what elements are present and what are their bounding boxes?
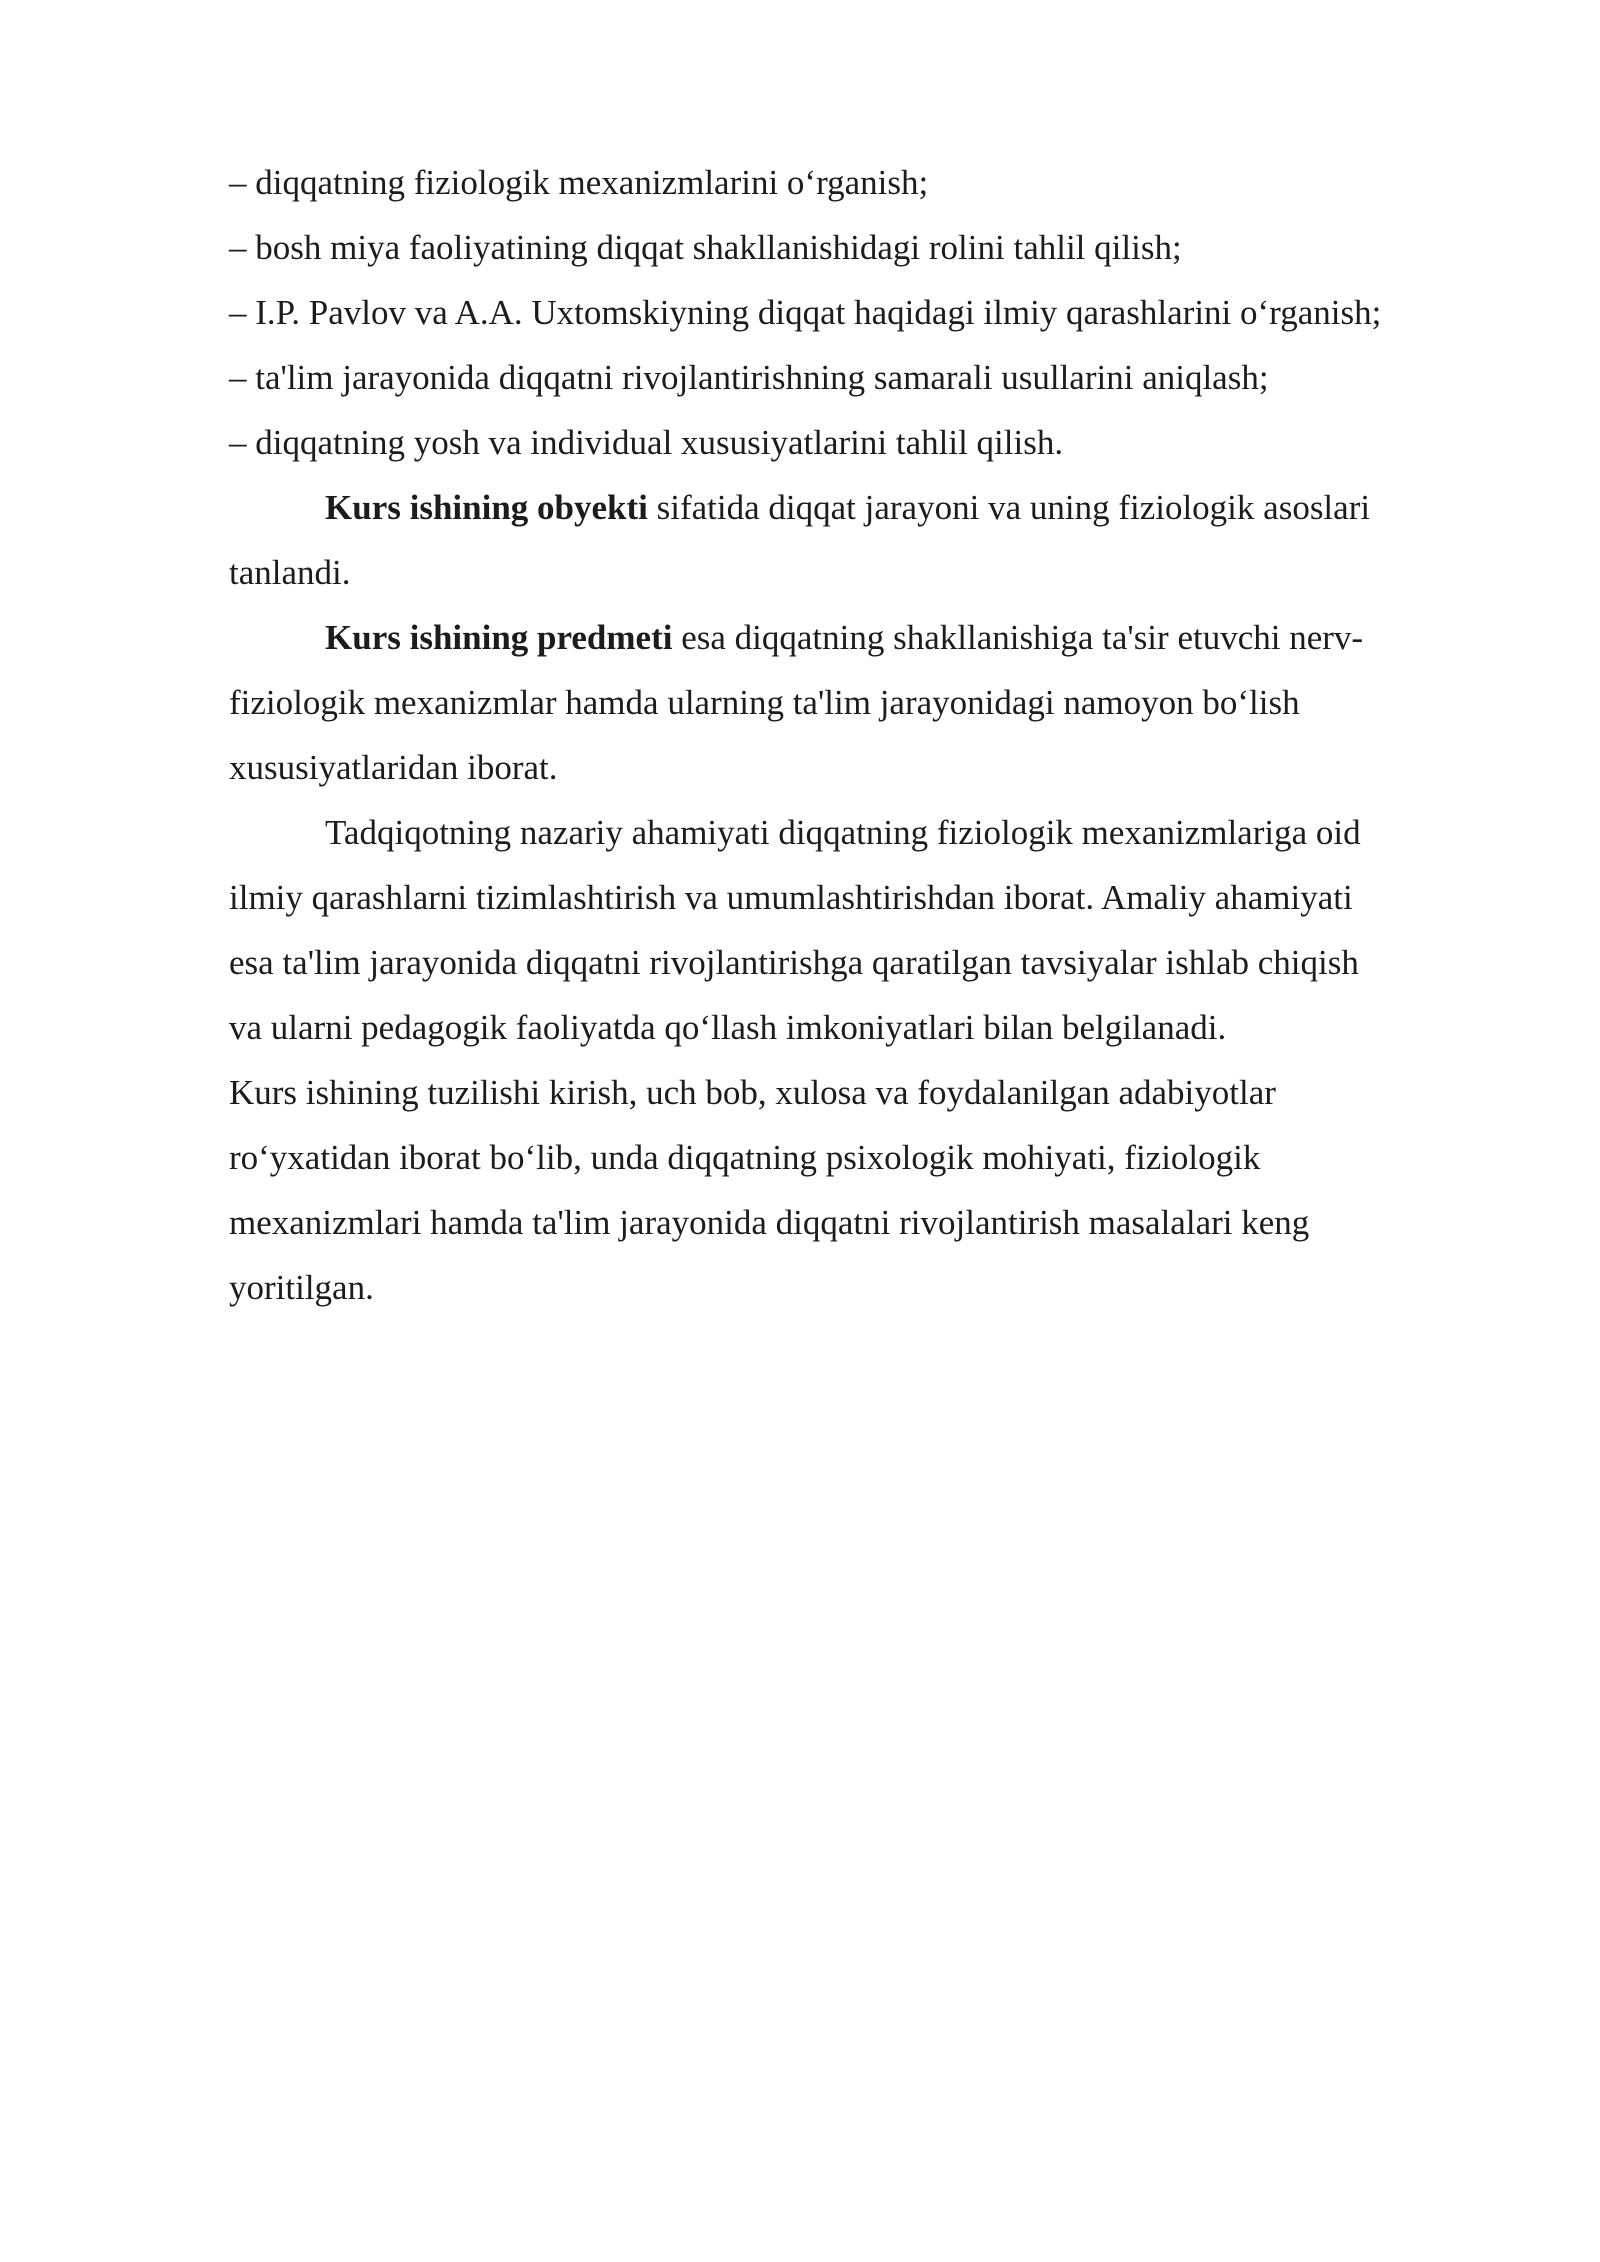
paragraph-line: ilmiy qarashlarni tizimlashtirish va umumlashtirishdan iborat. Amaliy ahamiyati bbox=[229, 878, 1353, 917]
list-item: – ta'lim jarayonida diqqatni rivojlantirishning samarali usullarini aniqlash; bbox=[229, 358, 1269, 397]
paragraph-line: xususiyatlaridan iborat. bbox=[229, 748, 558, 787]
list-item: – I.P. Pavlov va A.A. Uxtomskiyning diqqat haqidagi ilmiy qarashlarini o‘rganish; bbox=[229, 293, 1382, 332]
paragraph-line bbox=[229, 605, 1489, 670]
structure-paragraph bbox=[229, 1060, 1489, 1320]
list-item: – bosh miya faoliyatining diqqat shakllanishidagi rolini tahlil qilish; bbox=[229, 228, 1182, 267]
paragraph-line: Kurs ishining tuzilishi kirish, uch bob, xulosa va foydalanilgan adabiyotlar bbox=[229, 1073, 1276, 1112]
paragraph-line: ro‘yxatidan iborat bo‘lib, unda diqqatning psixologik mohiyati, fiziologik bbox=[229, 1138, 1261, 1177]
document-page bbox=[229, 150, 1489, 1320]
list-item: – diqqatning fiziologik mexanizmlarini o‘rganish; bbox=[229, 163, 929, 202]
paragraph-line: va ularni pedagogik faoliyatda qo‘llash imkoniyatlari bilan belgilanadi. bbox=[229, 1008, 1227, 1047]
paragraph-line: tanlandi. bbox=[229, 553, 351, 592]
paragraph-line: fiziologik mexanizmlar hamda ularning ta'lim jarayonidagi namoyon bo‘lish bbox=[229, 683, 1300, 722]
paragraph-line: esa ta'lim jarayonida diqqatni rivojlantirishga qaratilgan tavsiyalar ishlab chiqish bbox=[229, 943, 1359, 982]
list-item: – diqqatning yosh va individual xususiyatlarini tahlil qilish. bbox=[229, 423, 1064, 462]
object-paragraph bbox=[229, 475, 1489, 605]
paragraph-text: esa diqqatning shakllanishiga ta'sir etuvchi nerv- bbox=[672, 618, 1364, 657]
paragraph-text: sifatida diqqat jarayoni va uning fiziologik asoslari bbox=[647, 488, 1371, 527]
objectives-list bbox=[229, 150, 1489, 475]
paragraph-line: mexanizmlari hamda ta'lim jarayonida diqqatni rivojlantirish masalalari keng bbox=[229, 1203, 1310, 1242]
subject-paragraph bbox=[229, 605, 1489, 800]
subject-heading: Kurs ishining predmeti bbox=[325, 618, 673, 657]
paragraph-line: Tadqiqotning nazariy ahamiyati diqqatning fiziologik mexanizmlariga oid bbox=[325, 813, 1361, 852]
significance-paragraph bbox=[229, 800, 1489, 1060]
object-heading: Kurs ishining obyekti bbox=[325, 488, 648, 527]
paragraph-line: yoritilgan. bbox=[229, 1268, 374, 1307]
paragraph-line bbox=[229, 475, 1489, 540]
